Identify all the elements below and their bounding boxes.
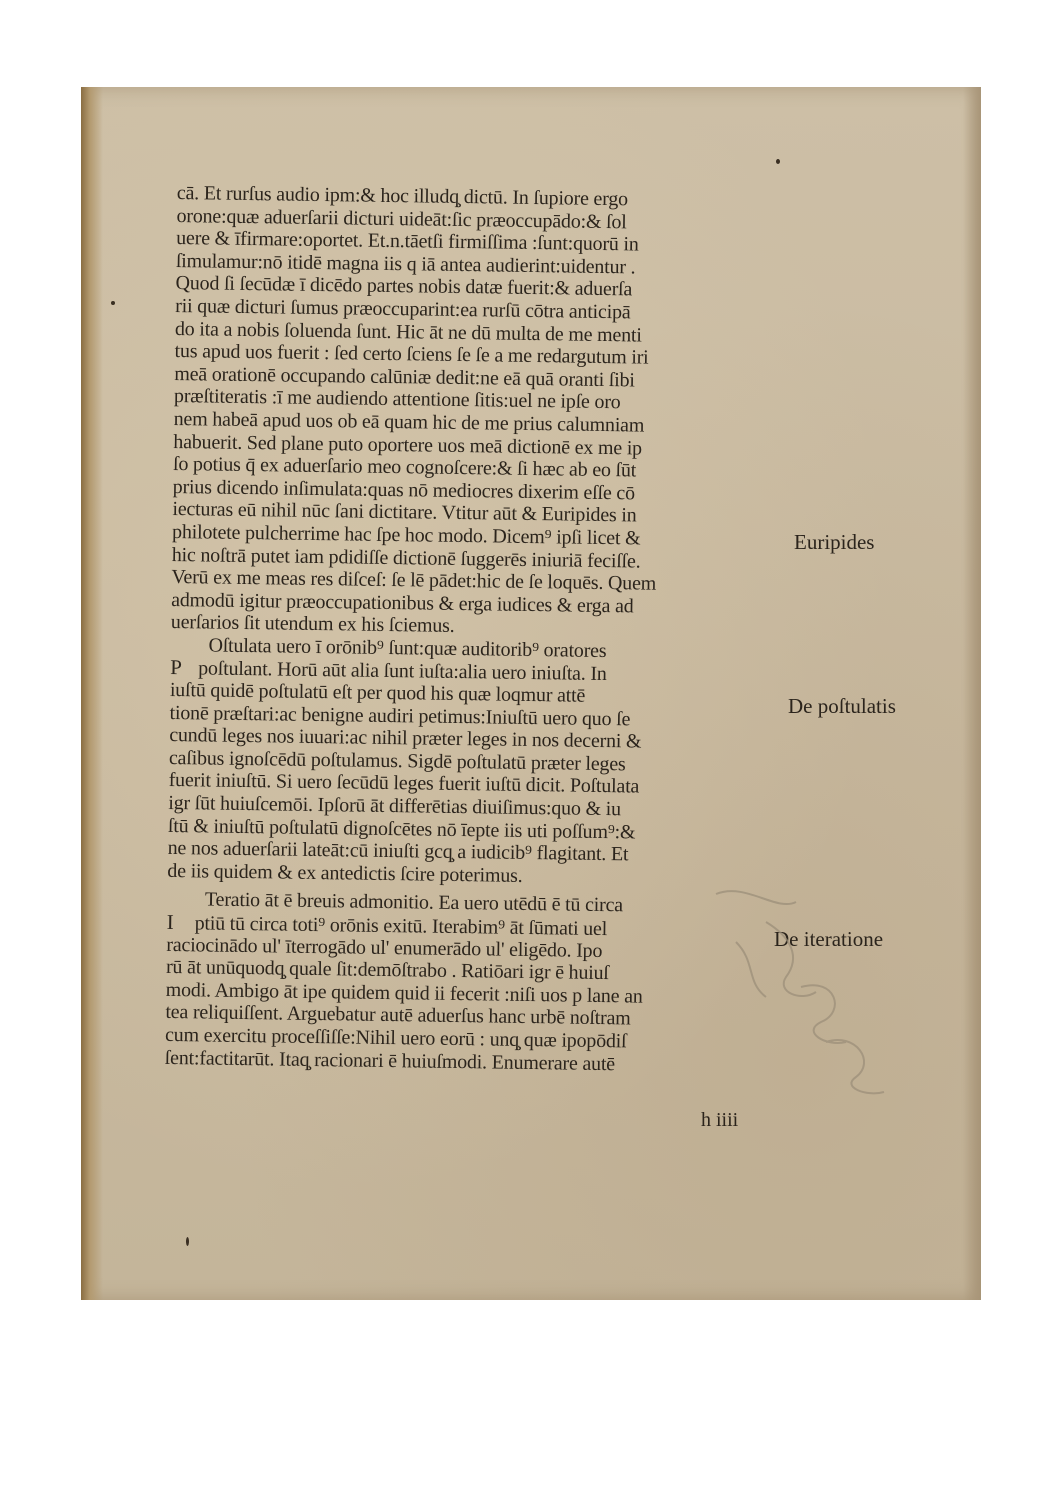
initial-letter-i: I <box>166 909 174 935</box>
library-stamp-watermark <box>706 882 891 1117</box>
text-line: cum exercitu proceſſiſſe:Nihil uero eorū : unq̧ quæ ipopōdiſ <box>164 1023 627 1053</box>
text-line: ſtū & iniuſtū poſtulatū dignoſcētes nō īepte iis uti poſſum⁹:& <box>167 814 636 844</box>
text-line: tionē præſtari:ac benigne audiri petimus:Iniuſtū uero quo ſe <box>169 701 631 731</box>
text-line: meā orationē occupando calūniæ dedit:ne eā quā oranti ſibi <box>174 362 635 392</box>
text-line: poſtulant. Horū aūt alia ſunt iuſta:alia uero iniuſta. In <box>198 657 607 686</box>
text-line: habuerit. Sed plane puto oportere uos meā dictionē ex me ip <box>173 430 643 460</box>
text-line: iuſtū quidē poſtulatū eſt per quod his quæ loqmur attē <box>169 679 586 707</box>
text-line: cundū leges nos iuuari:ac nihil præter leges in nos decerni & <box>169 724 642 753</box>
text-line: prius dicendo inſimulata:quas nō mediocres dixerim eſſe cō <box>172 475 636 505</box>
text-line: do ita a nobis ſoluenda ſunt. Hic āt ne dū multa de me menti <box>174 317 642 347</box>
marginal-note-de-postulatis: De poſtulatis <box>788 694 896 718</box>
initial-letter-p: P <box>170 655 182 680</box>
text-line: fuerit iniuſtū. Si uero ſecūdū leges fuerit iuſtū dicit. Poſtulata <box>168 769 640 798</box>
text-line: tus apud uos fuerit : ſed certo ſciens ſe ſe a me redargutum iri <box>174 340 649 369</box>
text-line: ſo potius q̄ ex aduerſario meo cognoſcere:& ſi hæc ab eo ſūt <box>172 453 637 482</box>
scanned-page <box>81 87 981 1300</box>
text-line: caſibus ignoſcēdū poſtulamus. Sigdē poſtulatū præter leges <box>168 746 626 776</box>
text-line: tea reliquiſſent. Arguebatur autē aduerſus hanc urbē noſtram <box>165 1001 631 1030</box>
text-line: Verū ex me meas res diſceſ: ſe lē pādet:hic de ſe loquēs. Quem <box>171 566 657 595</box>
text-line: igr ſūt huiuſcemōi. Ipſorū āt differētias diuiſimus:quo & iu <box>168 791 622 821</box>
marginal-note-euripides: Euripides <box>794 530 875 554</box>
page-edge-shadow <box>963 87 981 1300</box>
signature-mark: h iiii <box>701 1109 739 1131</box>
text-line: nem habeā apud uos ob eā quam hic de me prius calumniam <box>173 407 645 437</box>
text-line: hic noſtrā putet iam pdidiſſe dictionē ſuggerēs iniuriā feciſſe. <box>171 543 641 573</box>
text-line: ſent:factitarūt. Itaq̧ racionari ē huiuſmodi. Enumerare autē <box>164 1046 616 1075</box>
text-line: ſimulamur:nō itidē magna iis q iā antea audierint:uidentur . <box>175 249 636 279</box>
text-line: præſtiteratis :ī me audiendo attentione ſitis:uel ne ipſe oro <box>173 385 621 414</box>
text-line: ptiū tū circa toti⁹ orōnis exitū. Iterabim⁹ āt ſūmati uel <box>194 912 608 941</box>
text-line: de iis quidem & ex antedictis ſcire poterimus. <box>167 859 523 887</box>
page-spine-shadow <box>81 87 103 1300</box>
marginal-note-de-iteratione: De iteratione <box>774 927 884 951</box>
text-line: rū āt unūquodq̧ quale ſit:demōſtrabo . Ratiōari igr ē huiuſ <box>165 956 609 985</box>
text-line: iecturas eū nihil nūc ſani dictitare. Vtitur aūt & Euripides in <box>172 498 637 527</box>
text-line: ne nos aduerſarii lateāt:cū iniuſti gcq̧ a iudicib⁹ flagitant. Et <box>167 837 629 866</box>
text-line: uere & īfirmare:oportet. Et.n.tāetſi firmiſſima :ſunt:quorū in <box>176 227 639 256</box>
ink-speck <box>186 1237 189 1246</box>
text-line: Quod ſi ſecūdæ ī dicēdo partes nobis datæ fuerit:& aduerſa <box>175 272 633 301</box>
text-line: cā. Et rurſus audio ipm:& hoc illudq̧ dictū. In ſupiore ergo <box>176 182 629 211</box>
text-line: rii quæ dicturi ſumus præoccuparint:ea rurſū cōtra anticipā <box>175 294 631 324</box>
text-line: orone:quæ aduerſarii dicturi uideāt:ſic præoccupādo:& ſol <box>176 204 627 233</box>
iteratio-first-line: Teratio āt ē breuis admonitio. Ea uero utēdū ē tū circa <box>204 888 624 917</box>
postulata-first-line: Oſtulata uero ī orōnib⁹ ſunt:quæ auditorib⁹ oratores <box>208 634 607 662</box>
ink-speck <box>111 301 115 305</box>
text-line: raciocinādo ul' īterrogādo ul' enumerādo ul' eligēdo. Ipo <box>166 933 603 962</box>
text-line: modi. Ambigo āt ipe quidem quid ii fecerit :niſi uos p lane an <box>165 978 643 1008</box>
text-line: admodū igitur præoccupationibus & erga iudices & erga ad <box>171 588 634 618</box>
text-line: philotete pulcherrime hac ſpe hoc modo. Dicem⁹ ipſi licet & <box>171 520 641 550</box>
ink-speck <box>776 159 780 164</box>
text-line: uerſarios ſit utendum ex his ſciemus. <box>170 611 455 638</box>
